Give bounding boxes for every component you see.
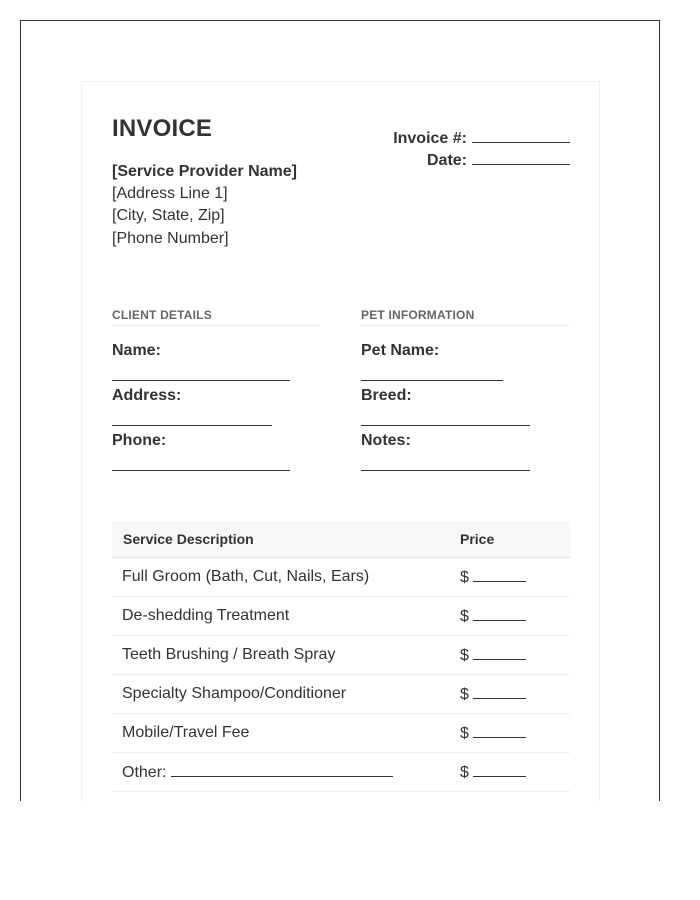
pet-notes-label: Notes:	[361, 432, 411, 449]
invoice-date-field[interactable]	[427, 151, 570, 170]
client-name-blank[interactable]	[112, 380, 290, 381]
price-cell[interactable]	[460, 675, 570, 714]
other-label: Other:	[122, 764, 167, 781]
currency-symbol: $	[460, 764, 469, 781]
price-blank[interactable]	[473, 723, 526, 738]
table-row	[112, 558, 570, 597]
service-name: De-shedding Treatment	[112, 597, 460, 636]
currency-symbol: $	[460, 647, 469, 664]
services-table	[112, 521, 570, 792]
provider-address: [Address Line 1]	[112, 185, 228, 202]
pet-notes-blank[interactable]	[361, 470, 530, 471]
service-name: Teeth Brushing / Breath Spray	[112, 636, 460, 675]
price-cell[interactable]	[460, 714, 570, 753]
client-phone-blank[interactable]	[112, 470, 290, 471]
invoice-title: INVOICE	[112, 115, 213, 142]
price-cell[interactable]	[460, 558, 570, 597]
price-blank[interactable]	[473, 645, 526, 660]
invoice-number-field[interactable]	[393, 129, 570, 148]
provider-name: [Service Provider Name]	[112, 163, 297, 180]
invoice-number-blank[interactable]	[472, 129, 570, 143]
pet-information-heading: PET INFORMATION	[361, 308, 569, 326]
table-row	[112, 675, 570, 714]
price-cell[interactable]	[460, 597, 570, 636]
price-cell[interactable]	[460, 636, 570, 675]
other-description-blank[interactable]	[171, 762, 393, 777]
currency-symbol: $	[460, 608, 469, 625]
provider-city-state-zip: [City, State, Zip]	[112, 207, 225, 224]
pet-breed-blank[interactable]	[361, 425, 530, 426]
price-blank[interactable]	[473, 606, 526, 621]
table-row	[112, 597, 570, 636]
client-address-blank[interactable]	[112, 425, 272, 426]
currency-symbol: $	[460, 725, 469, 742]
invoice-date-blank[interactable]	[472, 151, 570, 165]
service-name: Specialty Shampoo/Conditioner	[112, 675, 460, 714]
price-blank[interactable]	[473, 684, 526, 699]
pet-name-label: Pet Name:	[361, 342, 440, 359]
client-address-label: Address:	[112, 387, 182, 404]
service-name-other	[112, 753, 460, 792]
table-row	[112, 636, 570, 675]
provider-phone: [Phone Number]	[112, 230, 229, 247]
price-header: Price	[460, 521, 570, 558]
pet-name-blank[interactable]	[361, 380, 503, 381]
service-name: Mobile/Travel Fee	[112, 714, 460, 753]
client-phone-label: Phone:	[112, 432, 167, 449]
currency-symbol: $	[460, 686, 469, 703]
service-name: Full Groom (Bath, Cut, Nails, Ears)	[112, 558, 460, 597]
currency-symbol: $	[460, 569, 469, 586]
client-details-heading: CLIENT DETAILS	[112, 308, 320, 326]
table-row	[112, 714, 570, 753]
service-description-header: Service Description	[112, 521, 460, 558]
invoice-number-label: Invoice #:	[393, 130, 467, 147]
services-header-row	[112, 521, 570, 558]
pet-breed-label: Breed:	[361, 387, 412, 404]
table-row	[112, 753, 570, 792]
price-blank[interactable]	[473, 567, 526, 582]
client-name-label: Name:	[112, 342, 161, 359]
price-cell[interactable]	[460, 753, 570, 792]
price-blank[interactable]	[473, 762, 526, 777]
invoice-date-label: Date:	[426, 152, 467, 169]
